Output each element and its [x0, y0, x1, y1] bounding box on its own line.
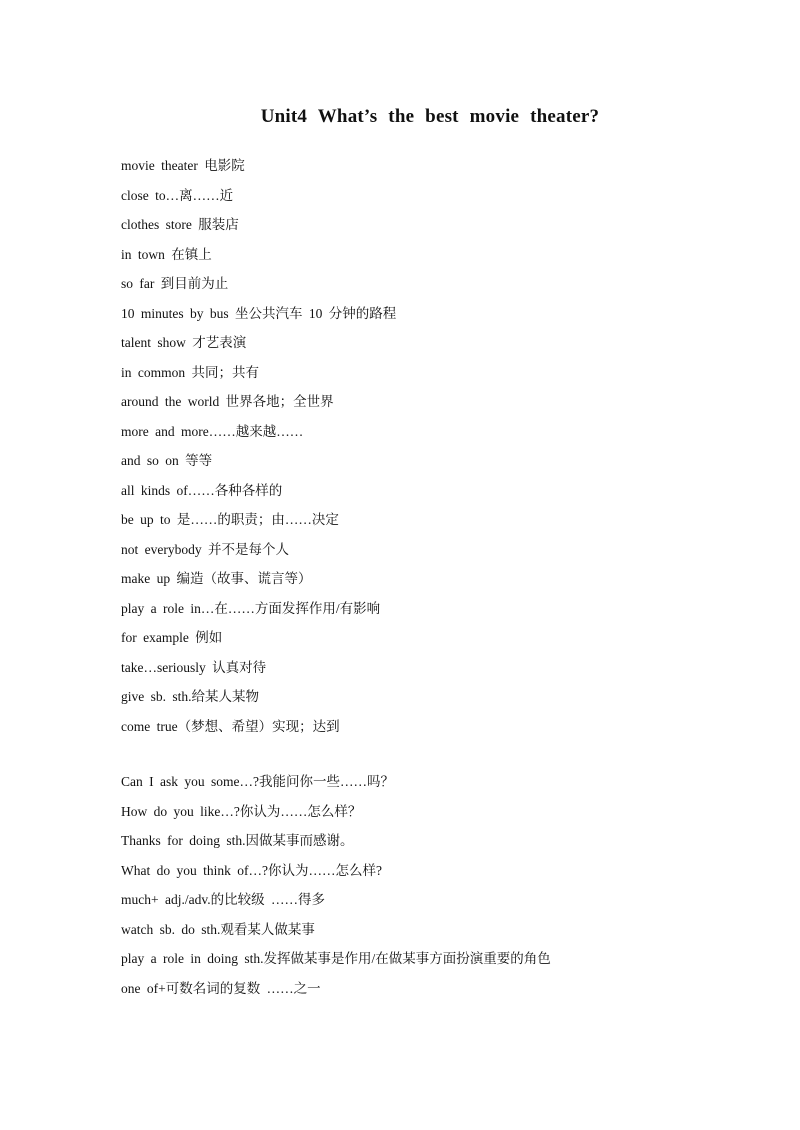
phrase-item: 10 minutes by bus 坐公共汽车 10 分钟的路程 — [121, 305, 397, 321]
phrase-item: so far 到目前为止 — [121, 276, 229, 291]
sentence-item: one of+可数名词的复数 ……之一 — [121, 980, 321, 996]
sentence-item: What do you think of…?你认为……怎么样? — [121, 862, 382, 878]
sentence-item: play a role in doing sth.发挥做某事是作用/在做某事方面扮演重要的角色 — [121, 951, 551, 966]
sentence-item: How do you like…?你认为……怎么样？ — [121, 803, 362, 819]
phrase-item: around the world 世界各地；全世界 — [121, 394, 334, 409]
phrase-item: take…seriously 认真对待 — [121, 659, 267, 675]
phrase-item: in common 共同；共有 — [121, 364, 259, 380]
phrase-item: clothes store 服装店 — [121, 217, 239, 232]
sentence-item: Can I ask you some…?我能问你一些……吗？ — [121, 774, 394, 789]
phrase-list — [121, 151, 396, 741]
phrase-item: for example 例如 — [121, 630, 223, 645]
phrase-item: talent show 才艺表演 — [121, 335, 247, 350]
sentence-pattern-list — [121, 767, 551, 1003]
phrase-item: give sb. sth.给某人某物 — [121, 689, 260, 704]
phrase-item: close to…离……近 — [121, 187, 234, 203]
phrase-item: come true（梦想、希望）实现；达到 — [121, 718, 340, 734]
sentence-item: Thanks for doing sth.因做某事而感谢。 — [121, 833, 354, 848]
phrase-item: movie theater 电影院 — [121, 158, 245, 173]
phrase-item: in town 在镇上 — [121, 246, 212, 262]
phrase-item: more and more……越来越…… — [121, 423, 304, 439]
page-title: Unit4 What’s the best movie theater? — [260, 106, 600, 127]
sentence-item: watch sb. do sth.观看某人做某事 — [121, 921, 315, 937]
phrase-item: all kinds of……各种各样的 — [121, 482, 283, 498]
phrase-item: make up 编造（故事、谎言等） — [121, 571, 312, 586]
phrase-item: be up to 是……的职责；由……决定 — [121, 512, 339, 527]
phrase-item: and so on 等等 — [121, 453, 213, 468]
sentence-item: much+ adj./adv.的比较级 ……得多 — [121, 892, 325, 907]
phrase-item: play a role in…在……方面发挥作用/有影响 — [121, 600, 381, 616]
phrase-item: not everybody 并不是每个人 — [121, 541, 289, 557]
